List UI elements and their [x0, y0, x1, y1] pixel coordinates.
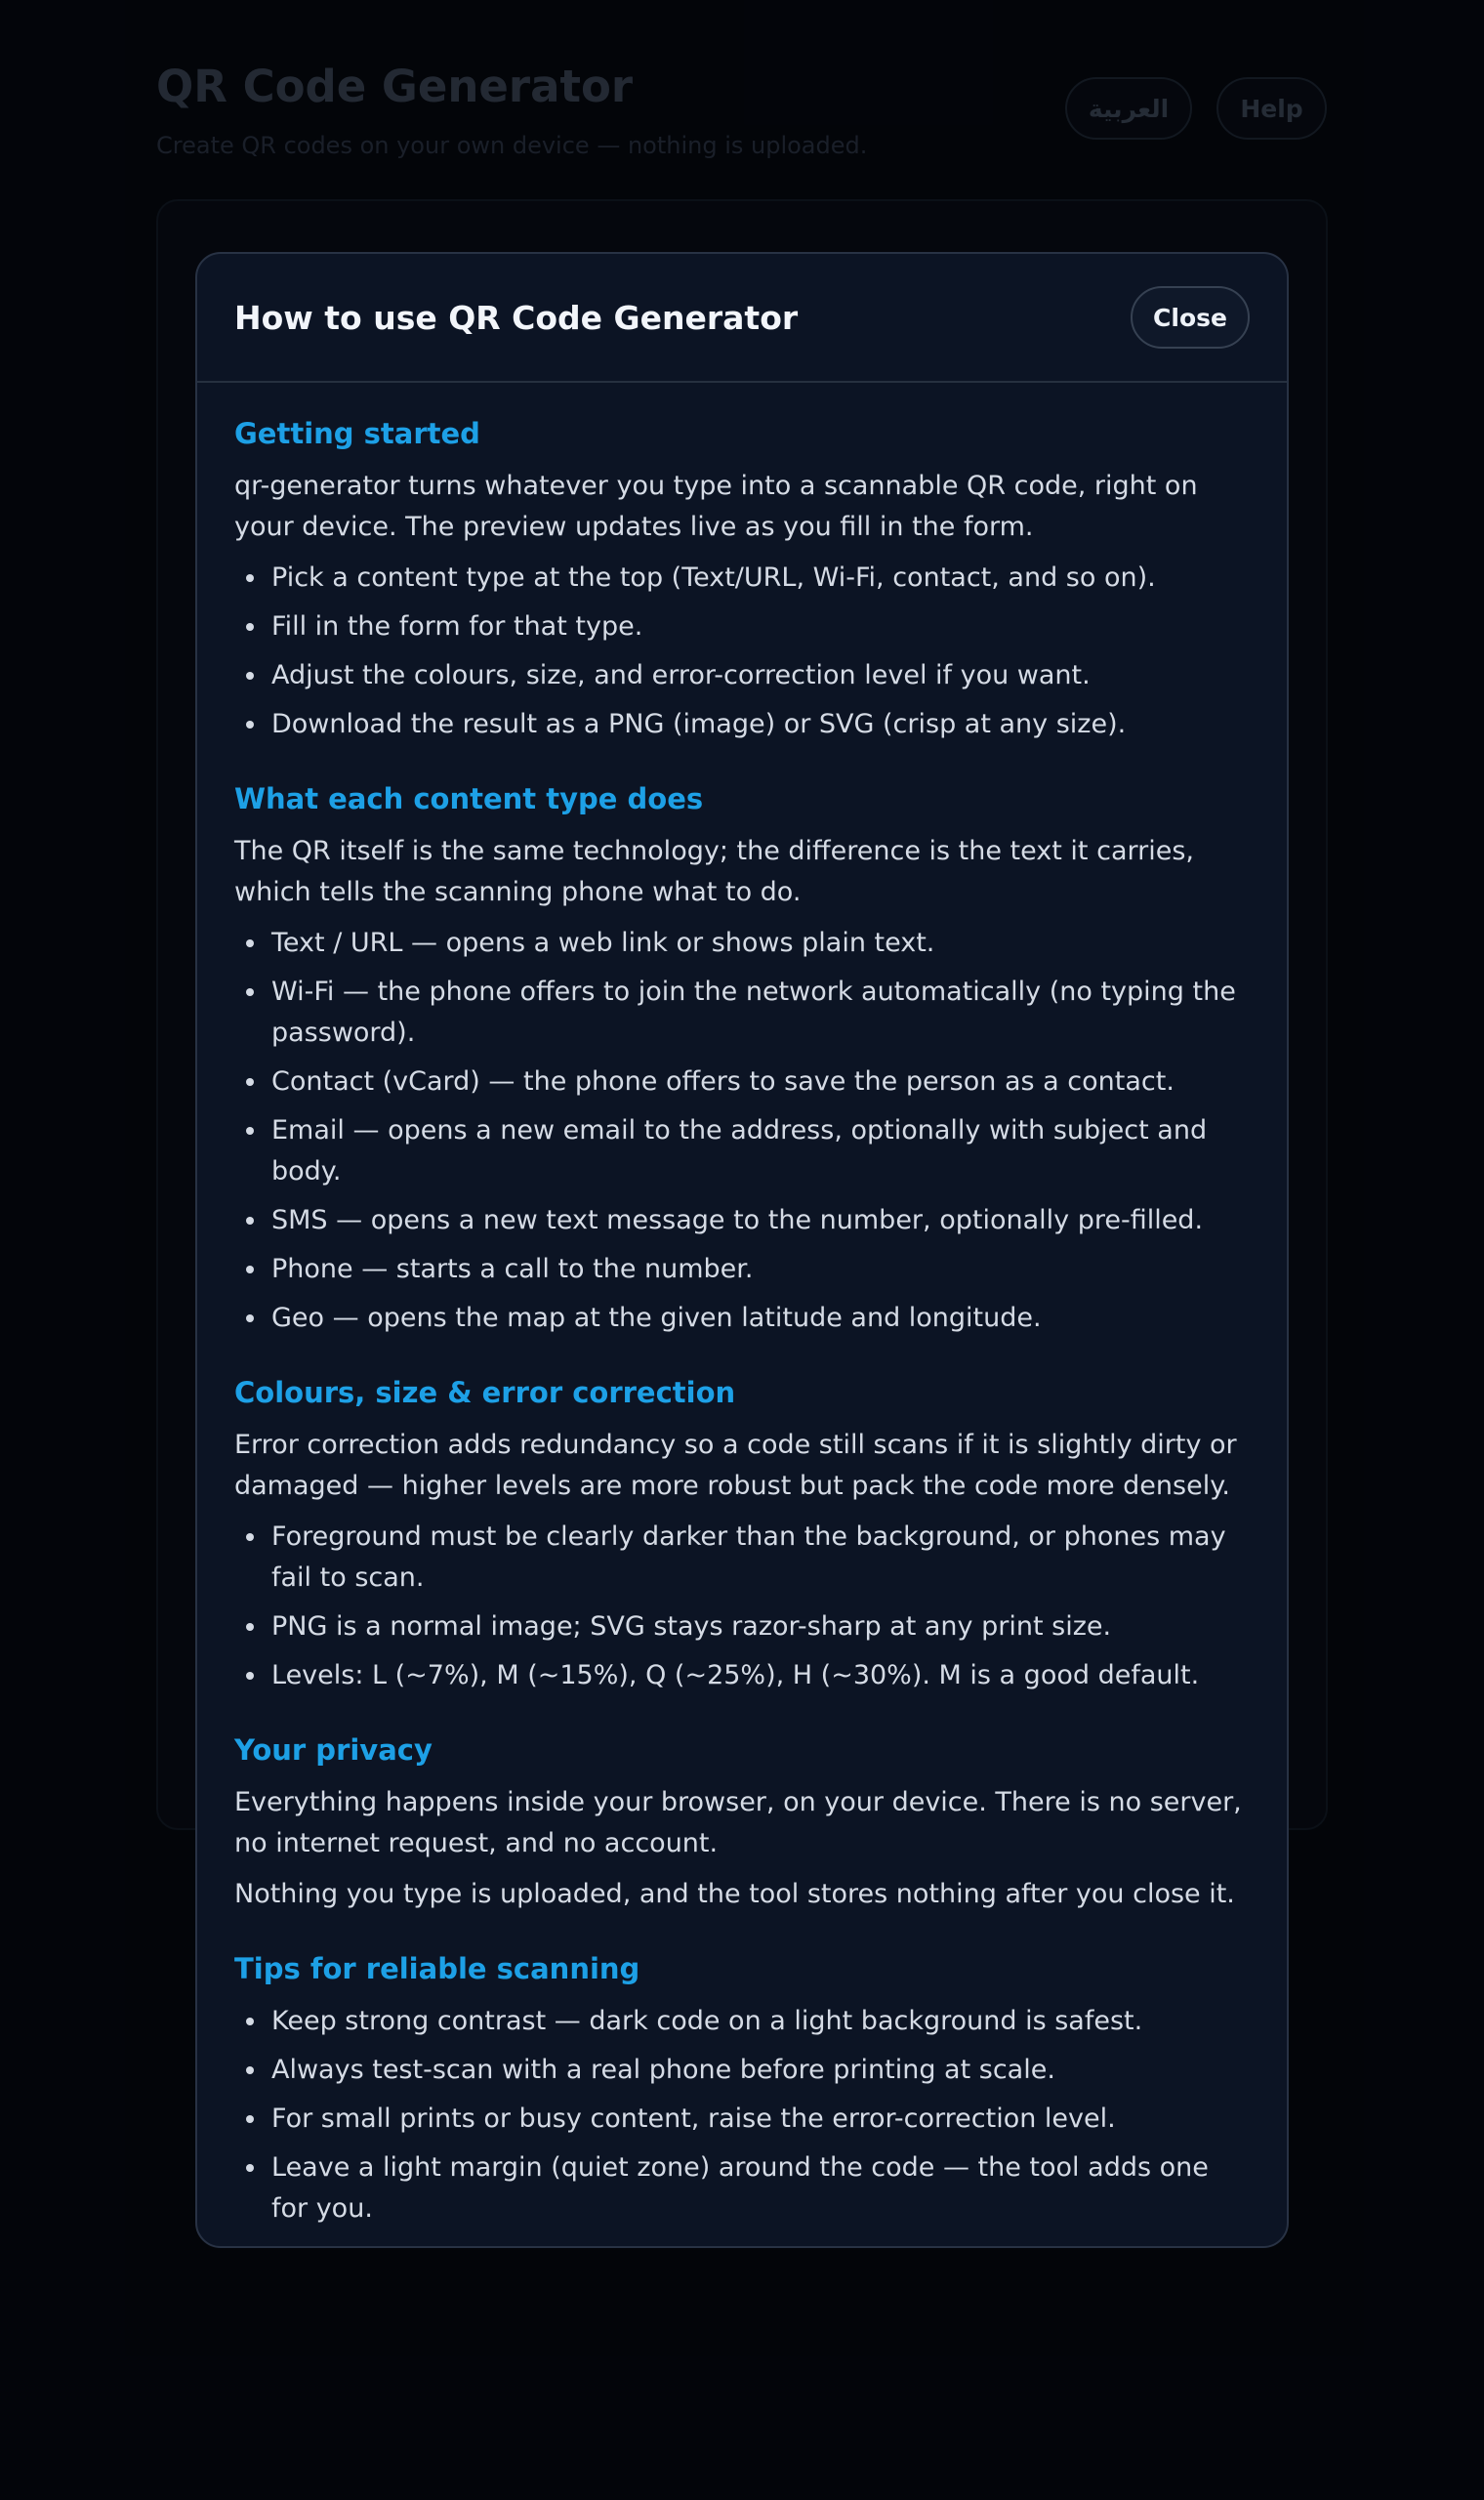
page-subtitle: Create QR codes on your own device — nothing is uploaded. [156, 132, 868, 159]
section-list [234, 1517, 1252, 1696]
help-section [234, 415, 1252, 745]
help-button[interactable]: Help [1216, 77, 1327, 140]
list-item: Leave a light margin (quiet zone) around the code — the tool adds one for you. [234, 2147, 1252, 2229]
dialog-header [197, 254, 1287, 383]
list-item: Pick a content type at the top (Text/URL, Wi-Fi, contact, and so on). [234, 558, 1252, 599]
section-paragraph: Error correction adds redundancy so a code still scans if it is slightly dirty or damaged — higher levels are more robust but pack the code more densely. [234, 1430, 1237, 1501]
close-button[interactable]: Close [1131, 286, 1250, 349]
help-section [234, 780, 1252, 1339]
section-list [234, 2001, 1252, 2229]
language-button[interactable]: العربية [1065, 77, 1192, 140]
list-item: SMS — opens a new text message to the number, optionally pre-filled. [234, 1200, 1252, 1241]
list-item: Adjust the colours, size, and error-correction level if you want. [234, 655, 1252, 696]
dialog-title: How to use QR Code Generator [234, 299, 799, 337]
list-item: Email — opens a new email to the address, optionally with subject and body. [234, 1110, 1252, 1192]
list-item: Geo — opens the map at the given latitude and longitude. [234, 1298, 1252, 1339]
section-list [234, 923, 1252, 1339]
section-title: Colours, size & error correction [234, 1376, 736, 1409]
section-title: Getting started [234, 417, 480, 450]
list-item: Wi-Fi — the phone offers to join the network automatically (no typing the password). [234, 972, 1252, 1054]
section-paragraph: The QR itself is the same technology; the difference is the text it carries, which tells the scanning phone what to do. [234, 836, 1194, 907]
dialog-body [234, 415, 1252, 2248]
help-section [234, 1731, 1252, 1915]
section-paragraph: Nothing you type is uploaded, and the tool stores nothing after you close it. [234, 1879, 1235, 1909]
section-title: Tips for reliable scanning [234, 1952, 640, 1985]
list-item: Levels: L (~7%), M (~15%), Q (~25%), H (~30%). M is a good default. [234, 1655, 1252, 1696]
list-item: Download the result as a PNG (image) or SVG (crisp at any size). [234, 704, 1252, 745]
list-item: Phone — starts a call to the number. [234, 1249, 1252, 1290]
list-item: Fill in the form for that type. [234, 606, 1252, 647]
list-item: Keep strong contrast — dark code on a light background is safest. [234, 2001, 1252, 2042]
section-paragraph: Everything happens inside your browser, on your device. There is no server, no internet request, and no account. [234, 1787, 1242, 1858]
list-item: For small prints or busy content, raise the error-correction level. [234, 2099, 1252, 2140]
help-dialog [195, 252, 1289, 2248]
help-section [234, 1374, 1252, 1696]
section-title: What each content type does [234, 782, 704, 815]
help-section [234, 1950, 1252, 2229]
list-item: Foreground must be clearly darker than the background, or phones may fail to scan. [234, 1517, 1252, 1599]
list-item: Always test-scan with a real phone before printing at scale. [234, 2050, 1252, 2091]
list-item: PNG is a normal image; SVG stays razor-sharp at any print size. [234, 1606, 1252, 1647]
section-paragraph: qr-generator turns whatever you type into a scannable QR code, right on your device. The preview updates live as you fill in the form. [234, 471, 1198, 542]
list-item: Text / URL — opens a web link or shows plain text. [234, 923, 1252, 964]
list-item: Contact (vCard) — the phone offers to save the person as a contact. [234, 1062, 1252, 1103]
section-title: Your privacy [234, 1733, 433, 1767]
section-list [234, 558, 1252, 745]
page-title: QR Code Generator [156, 61, 634, 112]
